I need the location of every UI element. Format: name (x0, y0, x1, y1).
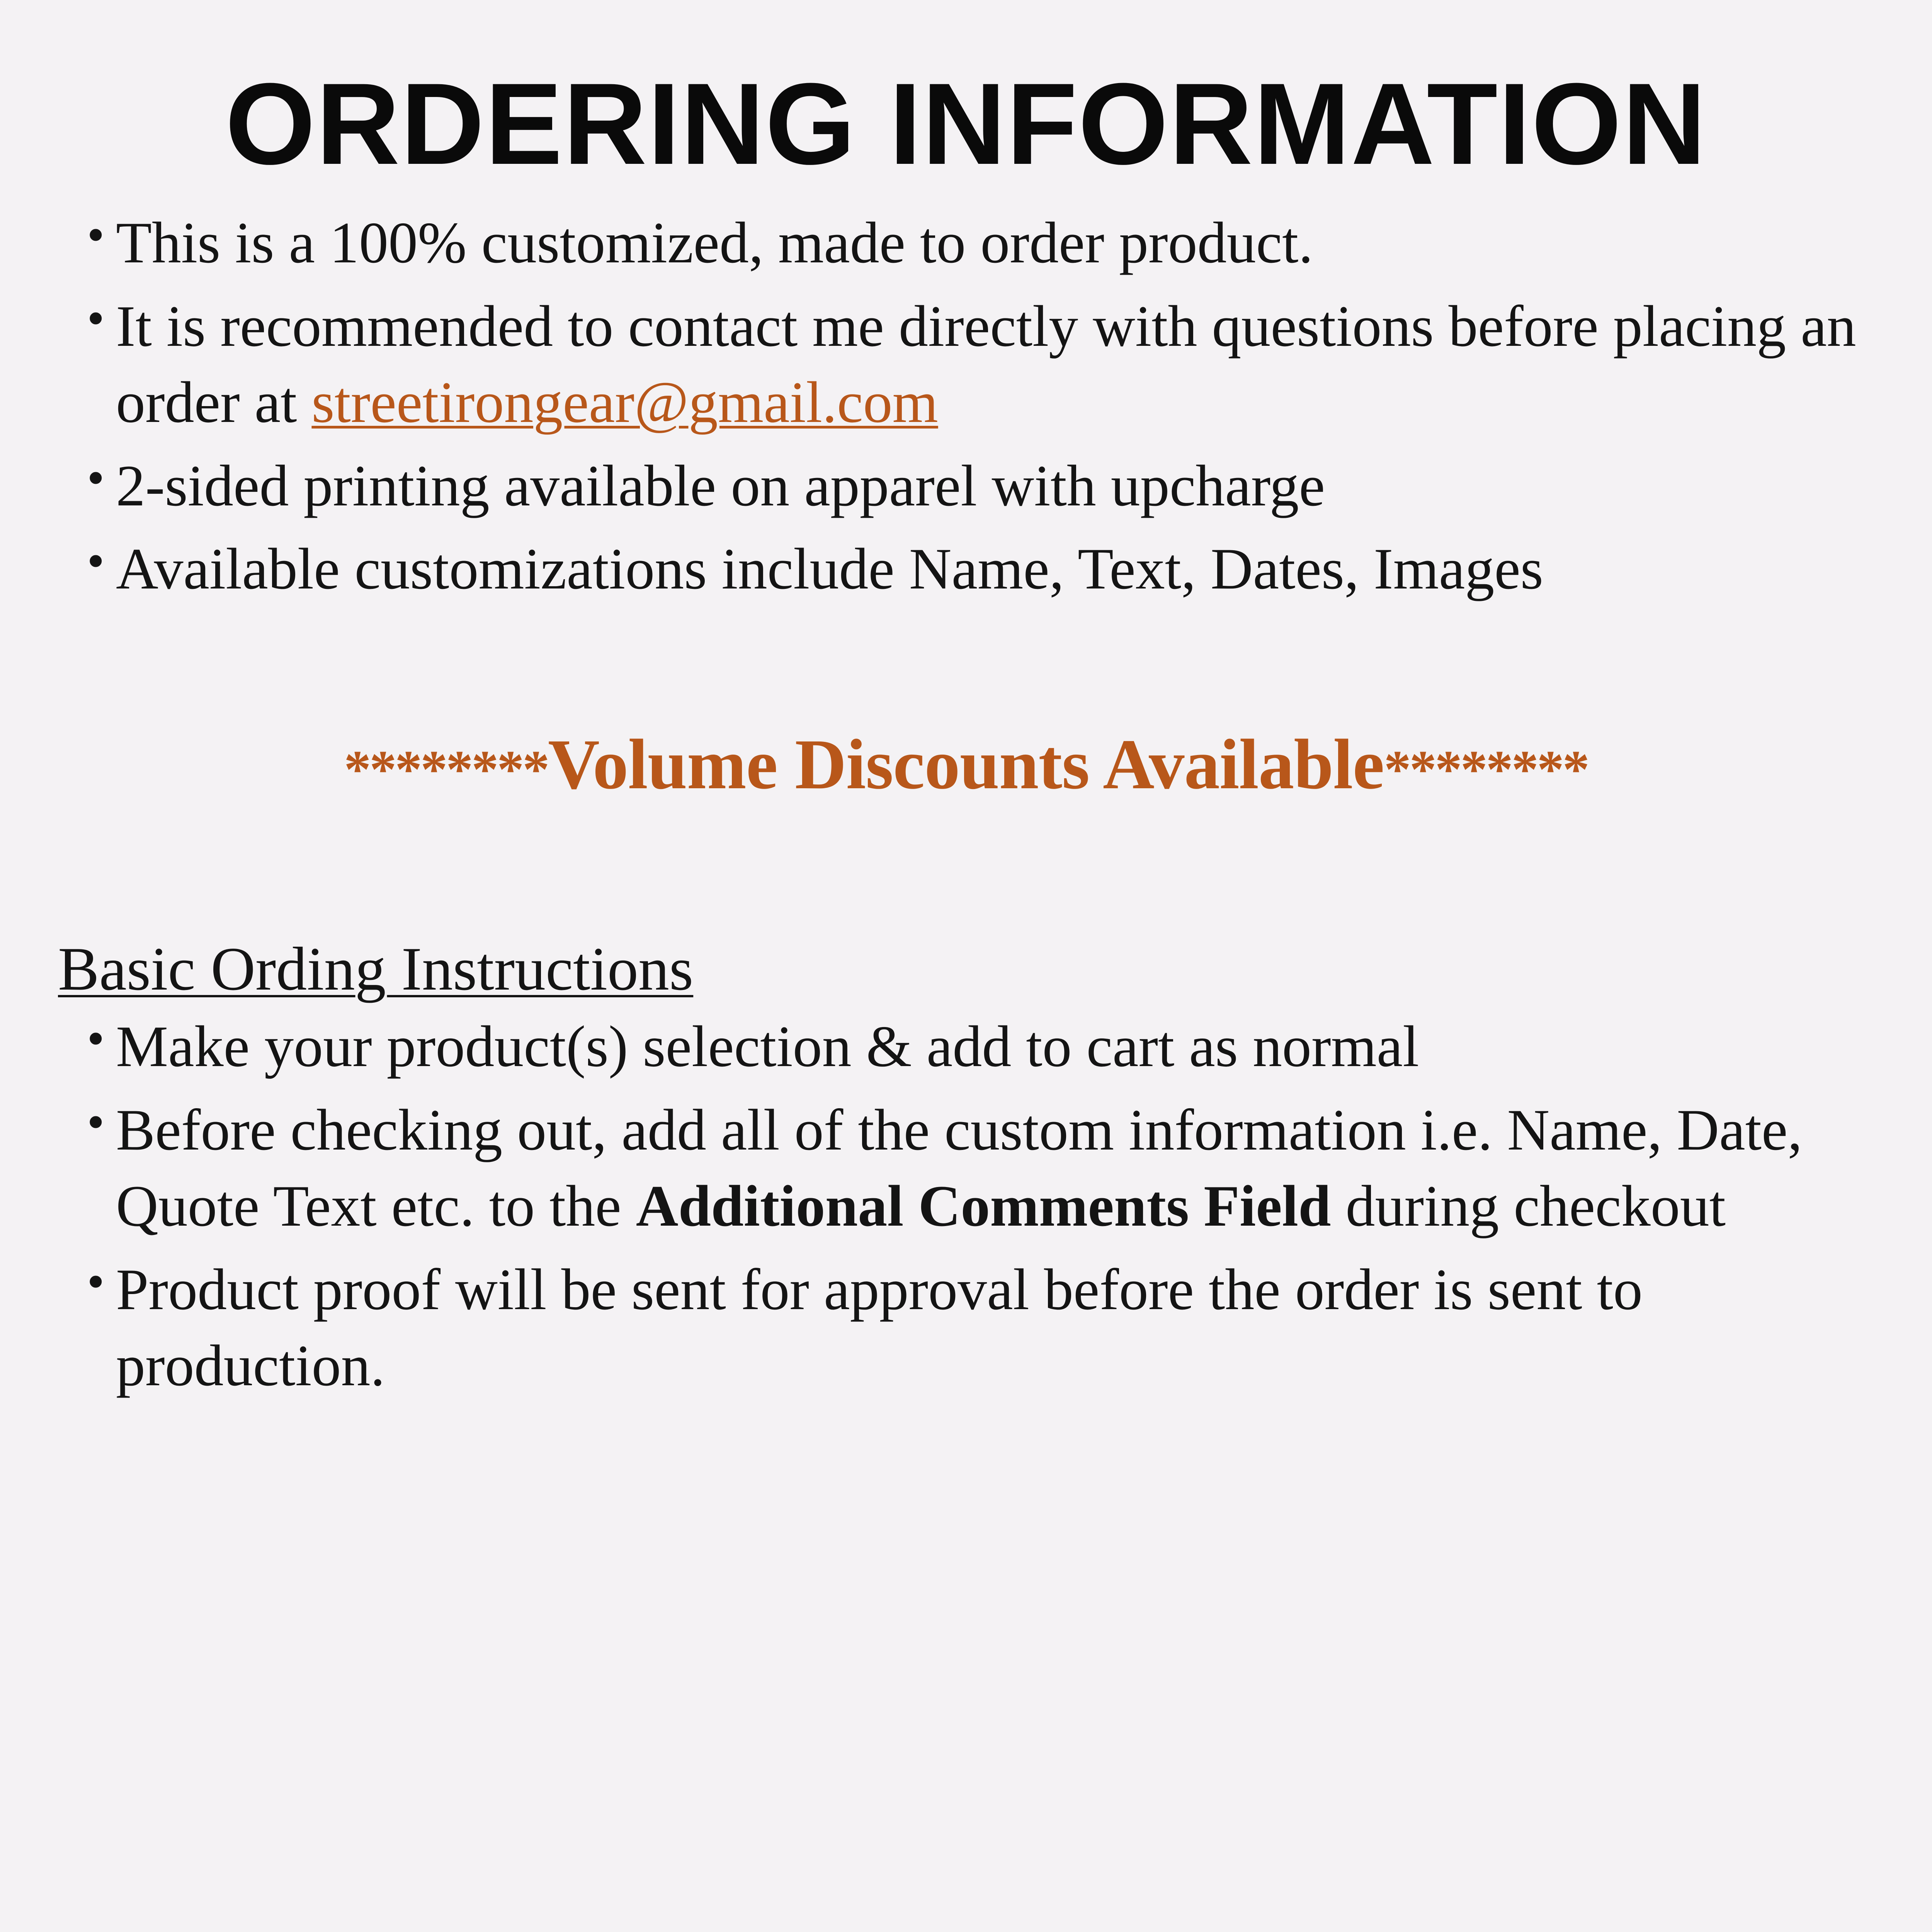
bullet-text: Available customizations include Name, Text, Dates, Images (116, 536, 1543, 602)
bullet-text-bold: Additional Comments Field (636, 1173, 1331, 1239)
intro-bullet-list (58, 205, 1874, 607)
page-title: ORDERING INFORMATION (225, 59, 1707, 189)
volume-discount-text: Volume Discounts Available (548, 724, 1384, 804)
list-item (58, 1009, 1874, 1085)
instruction-bullet-list (58, 1009, 1874, 1404)
bullet-text: Make your product(s) selection & add to cart as normal (116, 1014, 1419, 1079)
bullet-text: This is a 100% customized, made to order product. (116, 210, 1313, 275)
bullet-text: Before checking out, add all of the custom information i.e. Name, Date, Quote Text etc. to the (116, 1097, 1803, 1239)
email-link[interactable]: streetirongear@gmail.com (311, 370, 938, 435)
list-item (58, 1092, 1874, 1245)
bullet-text-tail: during checkout (1331, 1173, 1726, 1239)
bullet-text: Product proof will be sent for approval before the order is sent to production. (116, 1257, 1643, 1398)
bullet-text: 2-sided printing available on apparel with upcharge (116, 453, 1325, 518)
list-item (58, 531, 1874, 607)
section-heading: Basic Ording Instructions (58, 934, 694, 1003)
stars-right: ******** (1384, 739, 1588, 799)
list-item (58, 205, 1874, 281)
list-item (58, 1252, 1874, 1404)
bullet-text: It is recommended to contact me directly with questions before placing an order at (116, 293, 1856, 435)
list-item (58, 288, 1874, 441)
stars-left: ******** (344, 739, 548, 799)
list-item (58, 448, 1874, 524)
volume-discount-banner (58, 723, 1874, 806)
